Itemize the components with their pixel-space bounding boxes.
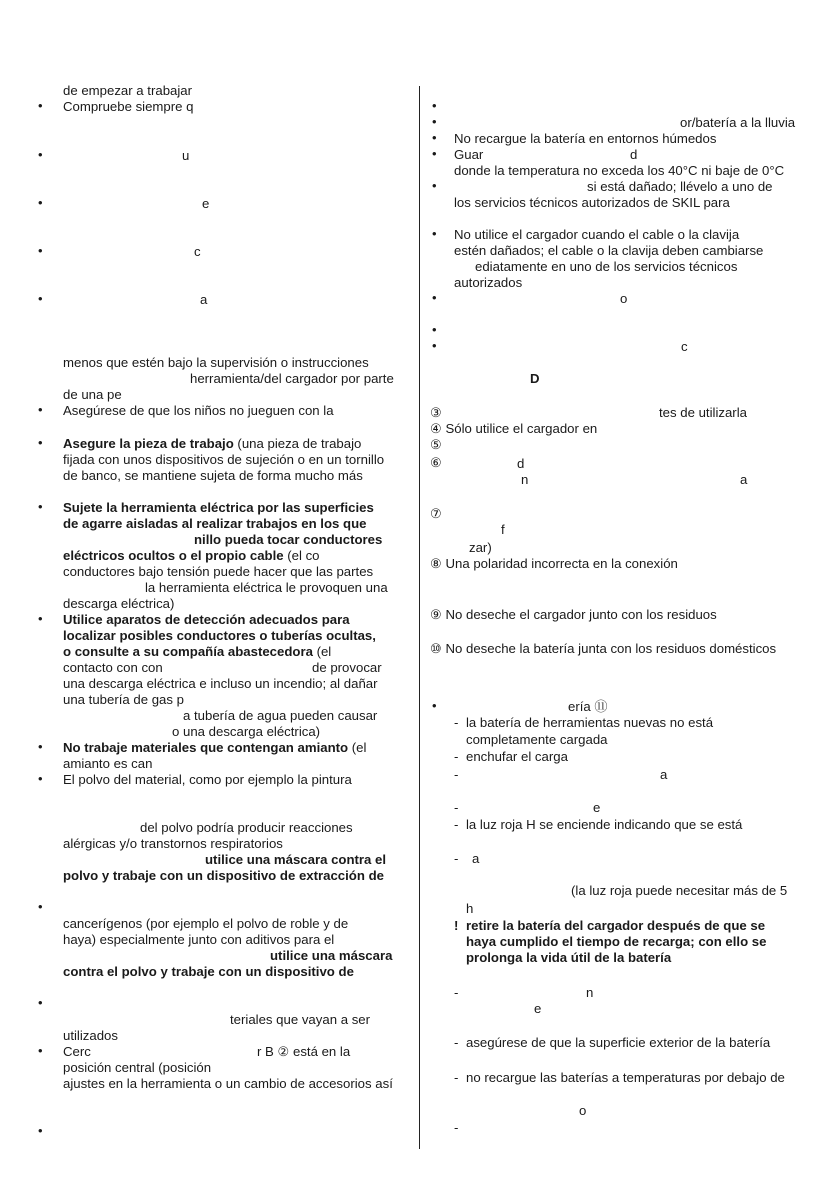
text-line: (la luz roja puede necesitar más de 5 [571, 883, 788, 898]
text-line: c [194, 244, 201, 259]
text: (una pieza de trabajo [233, 436, 362, 451]
text-line: posición central (posición [63, 1060, 212, 1075]
text-line: Guar [454, 147, 484, 162]
text-line: o [620, 291, 628, 306]
text-line: localizar posibles conductores o tuberías ocultas, [63, 628, 376, 643]
text-line: cancerígenos (por ejemplo el polvo de roble y de [63, 916, 349, 931]
bullet-icon: • [38, 899, 43, 914]
text-line: la herramienta eléctrica le provoquen una [145, 580, 388, 595]
bullet-icon: • [432, 338, 437, 353]
text: (el co [283, 548, 320, 563]
text-line: a [472, 851, 480, 866]
text-line: e [593, 800, 601, 815]
dash-icon: - [454, 715, 459, 730]
bullet-icon: • [432, 178, 437, 193]
text-line: menos que estén bajo la supervisión o instrucciones [63, 355, 369, 370]
bullet-icon: • [38, 147, 43, 162]
text-line: e [534, 1001, 542, 1016]
text-line: conductores bajo tensión puede hacer que las partes [63, 564, 374, 579]
bullet-icon: • [432, 226, 437, 241]
text-line: c [681, 339, 688, 354]
left-column [0, 0, 400, 1191]
bullet-icon: • [38, 98, 43, 113]
bullet-icon: • [38, 402, 43, 417]
text-line: nillo pueda tocar conductores [194, 532, 383, 547]
text-line: haya cumplido el tiempo de recarga; con ello se [466, 934, 767, 949]
text-line: autorizados [454, 275, 523, 290]
text-line: fijada con unos dispositivos de sujeción o en un tornillo [63, 452, 385, 467]
text-line: o [579, 1103, 587, 1118]
text-line: estén dañados; el cable o la clavija deben cambiarse [454, 243, 764, 258]
text-line: completamente cargada [466, 732, 608, 747]
text: (el [348, 740, 367, 755]
text-line: no recargue las baterías a temperaturas por debajo de [466, 1070, 785, 1085]
bullet-icon: • [432, 322, 437, 337]
text-line: donde la temperatura no exceda los 40°C ni baje de 0°C [454, 163, 785, 178]
bullet-icon: • [432, 98, 437, 113]
text-line: ⑨ No deseche el cargador junto con los residuos [430, 607, 717, 622]
dash-icon: - [454, 1035, 459, 1050]
bullet-icon: • [432, 146, 437, 161]
text-line: Asegúrese de que los niños no jueguen con la [63, 403, 334, 418]
text-line: Cerc [63, 1044, 91, 1059]
text-line: enchufar el carga [466, 749, 568, 764]
text-line: utilice una máscara [270, 948, 393, 963]
text-line: de empezar a trabajar [63, 83, 193, 98]
text-line: o una descarga eléctrica) [172, 724, 321, 739]
text-line: los servicios técnicos autorizados de SKIL para [454, 195, 730, 210]
text-line: descarga eléctrica) [63, 596, 175, 611]
bullet-icon: • [38, 1123, 43, 1138]
text-line: ⑩ No deseche la batería junta con los residuos domésticos [430, 641, 777, 656]
text-line: prolonga la vida útil de la batería [466, 950, 672, 965]
bullet-icon: • [38, 195, 43, 210]
text-line: haya) especialmente junto con aditivos para el [63, 932, 335, 947]
text-line: contra el polvo y trabaje con un dispositivo de [63, 964, 354, 979]
bullet-icon: • [38, 435, 43, 450]
bold-text: o consulte a su compañía abastecedora [63, 644, 313, 659]
bullet-icon: • [432, 130, 437, 145]
dash-icon: - [454, 985, 459, 1000]
text-line: h [466, 901, 474, 916]
dash-icon: - [454, 817, 459, 832]
text-line: teriales que vayan a ser [230, 1012, 371, 1027]
text-line: Compruebe siempre q [63, 99, 194, 114]
dash-icon: - [454, 1120, 459, 1135]
text-line: amianto es can [63, 756, 153, 771]
text-line: ⑦ [430, 506, 442, 521]
text-line: una descarga eléctrica e incluso un incendio; al dañar [63, 676, 378, 691]
text-line: la batería de herramientas nuevas no está [466, 715, 714, 730]
right-column [420, 0, 820, 1191]
dash-icon: - [454, 749, 459, 764]
text-line: retire la batería del cargador después de que se [466, 918, 766, 933]
text-line: ③ [430, 405, 442, 420]
text-line: d [517, 456, 525, 471]
dash-icon: - [454, 1070, 459, 1085]
bullet-icon: • [432, 114, 437, 129]
text-line: si está dañado; llévelo a uno de [587, 179, 773, 194]
warning-mark: ! [454, 918, 459, 933]
bold-text: Asegure la pieza de trabajo [63, 436, 234, 451]
text-line: Utilice aparatos de detección adecuados para [63, 612, 350, 627]
text-line: ④ Sólo utilice el cargador en [430, 421, 598, 436]
text-line: ⑥ [430, 455, 442, 470]
bullet-icon: • [38, 771, 43, 786]
text-line: ería ⑪ [568, 699, 608, 714]
text-line: de una pe [63, 387, 122, 402]
bullet-icon: • [432, 290, 437, 305]
text-line: No utilice el cargador cuando el cable o la clavija [454, 227, 740, 242]
bullet-icon: • [432, 698, 437, 713]
dash-icon: - [454, 800, 459, 815]
text-line: f [501, 522, 505, 537]
bold-text: eléctricos ocultos o el propio cable [63, 548, 284, 563]
text-line: ⑧ Una polaridad incorrecta en la conexión [430, 556, 678, 571]
text-line: ediatamente en uno de los servicios técnicos [475, 259, 738, 274]
text-line: D [530, 371, 540, 386]
text-line: la luz roja H se enciende indicando que se está [466, 817, 743, 832]
text-line: n [586, 985, 594, 1000]
text-line: El polvo del material, como por ejemplo la pintura [63, 772, 352, 787]
bullet-icon: • [38, 995, 43, 1010]
text-line: tes de utilizarla [659, 405, 747, 420]
bullet-icon: • [38, 1043, 43, 1058]
text-line: herramienta/del cargador por parte [190, 371, 394, 386]
text-line [63, 548, 320, 563]
text-line: n [521, 472, 529, 487]
bullet-icon: • [38, 243, 43, 258]
text-line: alérgicas y/o transtornos respiratorios [63, 836, 283, 851]
dash-icon: - [454, 767, 459, 782]
text-line: de provocar [312, 660, 382, 675]
text-line: del polvo podría producir reacciones [140, 820, 353, 835]
text-line: a tubería de agua pueden causar [183, 708, 378, 723]
text-line [63, 436, 361, 451]
bullet-icon: • [38, 499, 43, 514]
text-line: contacto con con [63, 660, 163, 675]
dash-icon: - [454, 851, 459, 866]
text-line: d [630, 147, 638, 162]
text: (el [312, 644, 332, 659]
text-line: zar) [469, 540, 492, 555]
text-line [63, 644, 331, 659]
text-line: No recargue la batería en entornos húmedos [454, 131, 717, 146]
text-line: a [200, 292, 208, 307]
bold-text: No trabaje materiales que contengan amianto [63, 740, 349, 755]
text-line: asegúrese de que la superficie exterior de la batería [466, 1035, 771, 1050]
text-line: e [202, 196, 210, 211]
text-line: a [660, 767, 668, 782]
text-line: una tubería de gas p [63, 692, 184, 707]
text-line: utilizados [63, 1028, 118, 1043]
text-line: de banco, se mantiene sujeta de forma mucho más [63, 468, 363, 483]
text-line: de agarre aisladas al realizar trabajos en los que [63, 516, 367, 531]
text-line: polvo y trabaje con un dispositivo de extracción de [63, 868, 384, 883]
text-line: or/batería a la lluvia [680, 115, 796, 130]
bullet-icon: • [38, 611, 43, 626]
text-line: ⑤ [430, 437, 442, 452]
text-line: ajustes en la herramienta o un cambio de accesorios así [63, 1076, 393, 1091]
text-line: utilice una máscara contra el [205, 852, 387, 867]
bullet-icon: • [38, 291, 43, 306]
text-line: u [182, 148, 190, 163]
text-line: r B ② está en la [257, 1044, 351, 1059]
text-line [63, 740, 366, 755]
bullet-icon: • [38, 739, 43, 754]
text-line: Sujete la herramienta eléctrica por las superficies [63, 500, 374, 515]
text-line: a [740, 472, 748, 487]
